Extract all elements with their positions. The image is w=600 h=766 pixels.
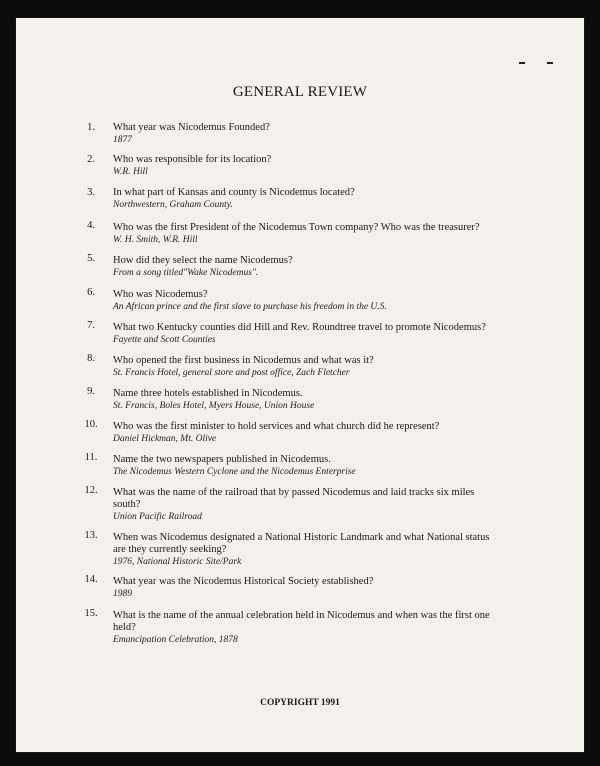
item-number: 6. [87,287,95,298]
item-number: 12. [84,485,98,496]
question-text: What year was the Nicodemus Historical Society established? [113,576,374,587]
question-text: Who was responsible for its location? [113,154,272,165]
answer-text: St. Francis, Boles Hotel, Myers House, Union House [113,401,315,411]
answer-text: Fayette and Scott Counties [113,335,216,345]
item-number: 7. [87,320,95,331]
answer-text: An African prince and the first slave to purchase his freedom in the U.S. [113,302,387,312]
answer-text: Northwestern, Graham County. [113,200,233,210]
item-number: 3. [87,187,95,198]
answer-text: Daniel Hickman, Mt. Olive [113,434,217,444]
question-text: Who was the first President of the Nicodemus Town company? Who was the treasurer? [113,222,480,233]
question-text: Who opened the first business in Nicodemus and what was it? [113,355,374,366]
answer-text: 1877 [113,135,132,145]
copyright-notice: COPYRIGHT 1991 [260,698,340,708]
ink-mark [519,62,525,64]
question-text: In what part of Kansas and county is Nicodemus located? [113,187,355,198]
question-text: Name three hotels established in Nicodemus. [113,388,303,399]
answer-text: Emancipation Celebration, 1878 [113,635,238,645]
item-number: 4. [87,220,95,231]
answer-text: 1989 [113,589,132,599]
item-number: 1. [87,122,95,133]
item-number: 10. [84,419,98,430]
question-text: How did they select the name Nicodemus? [113,255,293,266]
answer-text: St. Francis Hotel, general store and post office, Zach Fletcher [113,368,350,378]
answer-text: 1976, National Historic Site/Park [113,557,242,567]
item-number: 14. [84,574,98,585]
question-text: Who was Nicodemus? [113,289,208,300]
answer-text: The Nicodemus Western Cyclone and the Nicodemus Enterprise [113,467,356,477]
page-title: GENERAL REVIEW [232,84,368,100]
item-number: 13. [84,530,98,541]
question-text: What year was Nicodemus Founded? [113,122,270,133]
item-number: 2. [87,154,95,165]
document-page [16,18,584,752]
question-text: What two Kentucky counties did Hill and Rev. Roundtree travel to promote Nicodemus? [113,322,486,333]
question-text: Name the two newspapers published in Nicodemus. [113,454,331,465]
ink-mark [547,62,553,64]
item-number: 8. [87,353,95,364]
question-text: Who was the first minister to hold services and what church did he represent? [113,421,440,432]
question-text: What was the name of the railroad that by passed Nicodemus and laid tracks six miles south? [113,487,475,510]
item-number: 9. [87,386,95,397]
answer-text: From a song titled"Wake Nicodemus". [113,268,259,278]
item-number: 15. [84,608,98,619]
answer-text: W.R. Hill [113,167,148,177]
item-number: 5. [87,253,95,264]
item-number: 11. [84,452,98,463]
answer-text: W. H. Smith, W.R. Hill [113,235,198,245]
question-text: When was Nicodemus designated a National Historic Landmark and what National status are they currently seeking? [113,532,490,555]
answer-text: Union Pacific Railroad [113,512,202,522]
question-text: What is the name of the annual celebration held in Nicodemus and when was the first one held? [113,610,490,633]
